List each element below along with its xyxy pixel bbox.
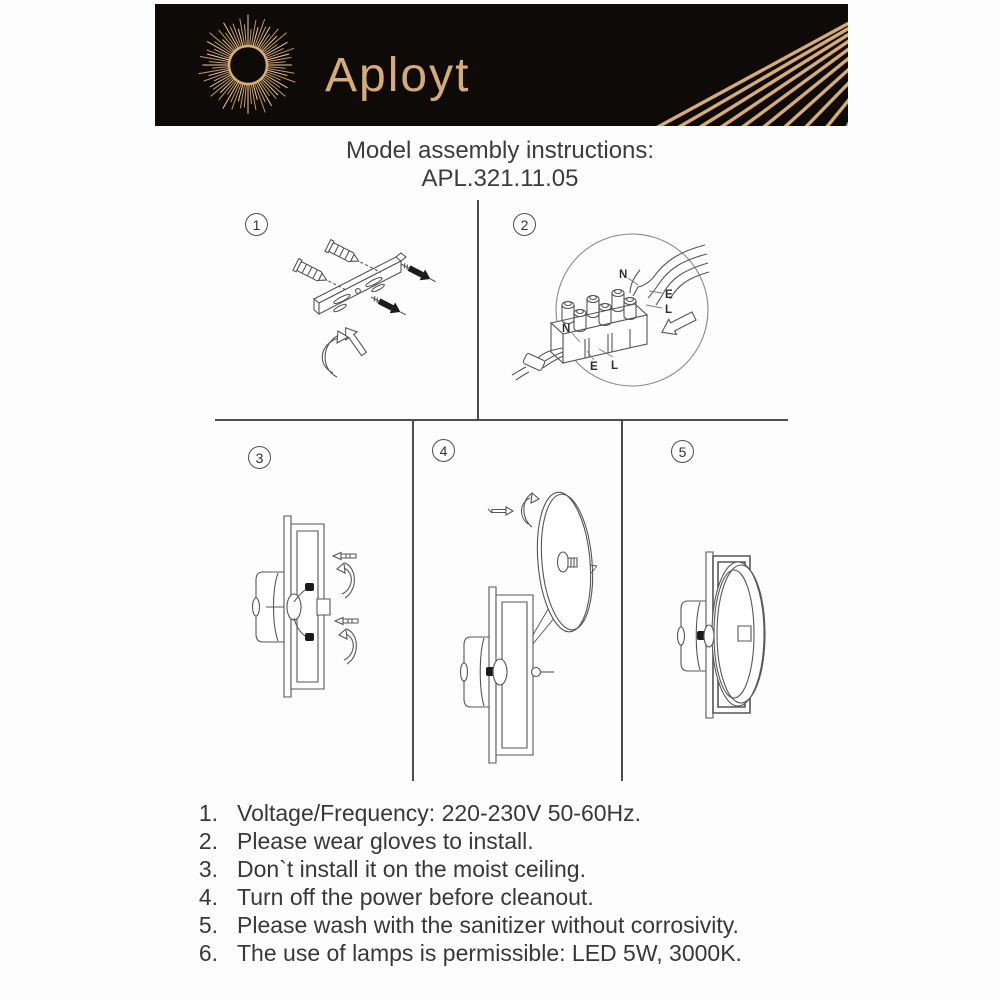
step-badge-5: 5 <box>671 440 694 463</box>
instruction-item: 6. The use of lamps is permissible: LED 5W, 3000K. <box>198 940 742 966</box>
instruction-item: 4. Turn off the power before cleanout. <box>198 884 594 910</box>
instruction-item: 1. Voltage/Frequency: 220-230V 50-60Hz. <box>198 800 642 826</box>
side-screw <box>532 668 555 677</box>
wire-label-n-left: N <box>562 323 571 335</box>
brand-logo-text: Aployt <box>325 49 471 102</box>
screw-arrow <box>488 507 513 515</box>
instruction-item: 2. Please wear gloves to install. <box>198 828 534 854</box>
wire-label-l-right: L <box>665 304 673 316</box>
sunburst-icon <box>183 4 315 126</box>
assembled-fixture-diagram <box>622 420 800 785</box>
pivot-hub <box>704 625 714 647</box>
step-badge-2: 2 <box>513 213 536 236</box>
rotate-arrow <box>322 331 348 377</box>
step-badge-4: 4 <box>432 439 455 462</box>
brand-banner <box>155 4 848 126</box>
step-badge-3: 3 <box>248 446 271 469</box>
wire-label-l-left: L <box>611 360 619 372</box>
instruction-item: 3. Don`t install it on the moist ceiling. <box>198 856 586 882</box>
screw-arrow <box>398 259 438 287</box>
model-number: APL.321.11.05 <box>421 165 579 192</box>
wire-label-e-left: E <box>590 361 598 373</box>
direction-arrow <box>340 324 370 358</box>
wire-label-e-right: E <box>665 289 673 301</box>
screw-arrow <box>368 292 408 320</box>
instructions-list <box>150 799 890 967</box>
terminal-block-wiring-diagram <box>480 195 801 425</box>
rotate-arrow <box>521 493 539 527</box>
rotate-arrow <box>339 629 356 664</box>
pivot-hub <box>287 594 301 620</box>
instruction-item: 5. Please wash with the sanitizer without corrosivity. <box>198 912 739 938</box>
step-badge-1: 1 <box>245 213 268 236</box>
wire-label-n-right: N <box>619 269 628 281</box>
page-title: Model assembly instructions: <box>345 137 655 164</box>
bracket-anchors-screws-diagram <box>200 195 480 425</box>
frame-clamp <box>738 626 751 641</box>
rotate-arrow <box>337 563 354 598</box>
disc-shade-attachment-diagram <box>413 420 622 785</box>
pivot-hub <box>493 659 507 685</box>
frame-mounting-diagram <box>200 420 412 785</box>
ray-fan-icon <box>575 4 848 126</box>
screw-arrow <box>335 618 358 625</box>
screw-arrow <box>333 553 356 560</box>
disc-shade <box>532 490 598 634</box>
